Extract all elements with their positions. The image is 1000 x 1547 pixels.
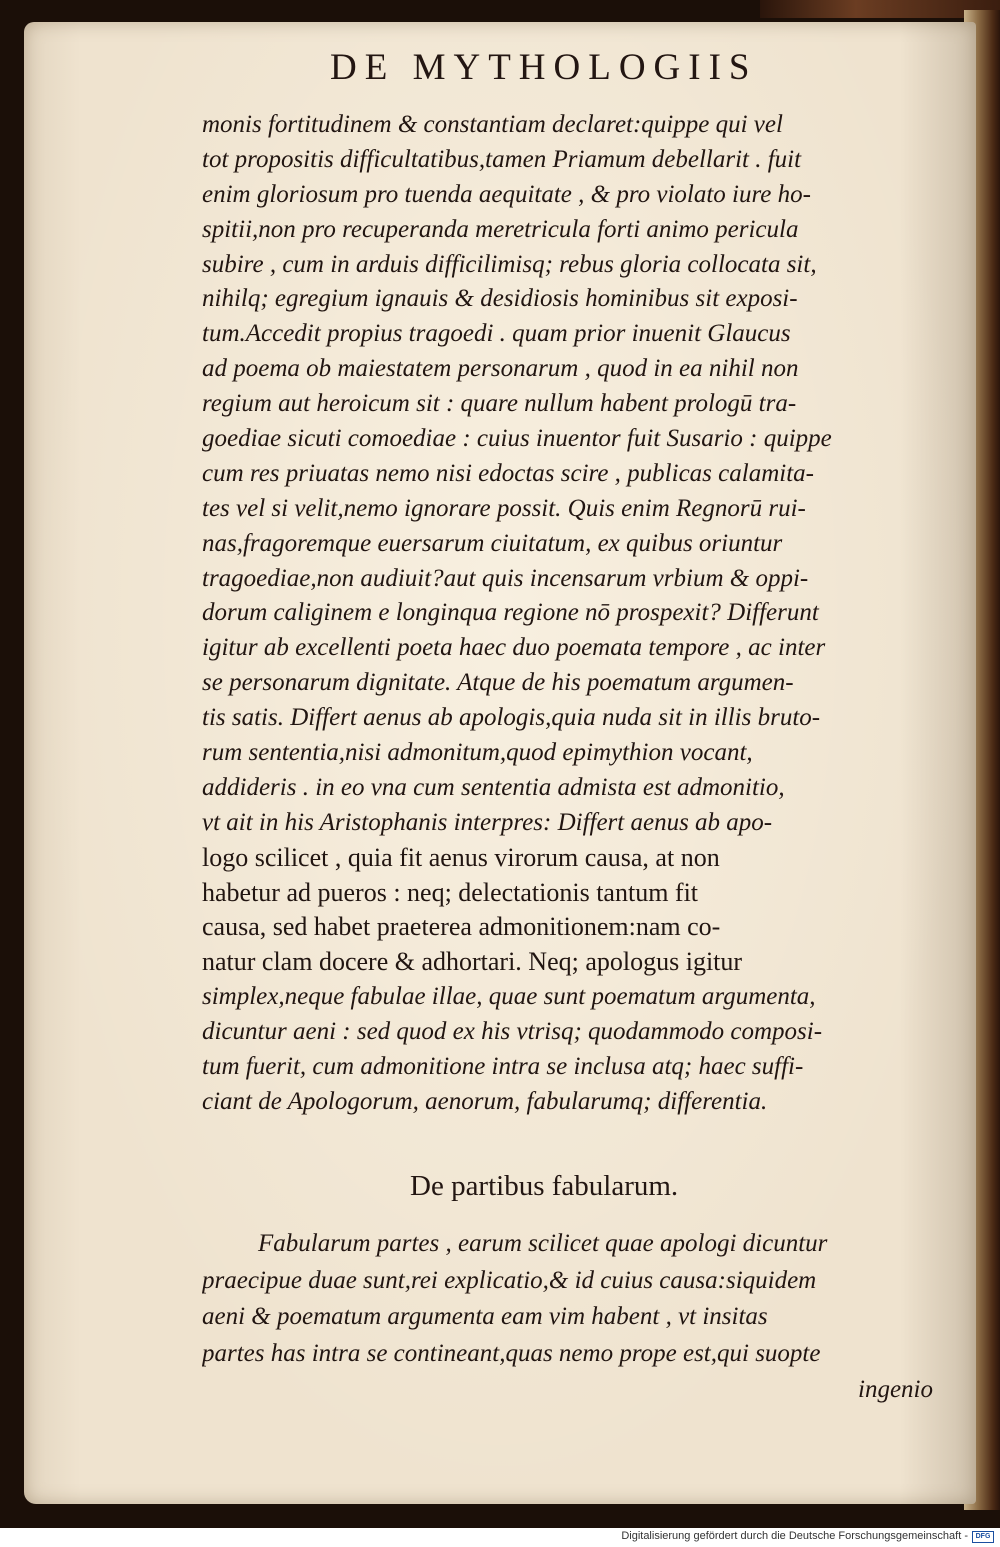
text-line: aeni & poematum argumenta eam vim habent , vt insitas bbox=[202, 1303, 768, 1330]
text-line: tes vel si velit,nemo ignorare possit. Quis enim Regnorū rui- bbox=[202, 494, 806, 522]
text-line: subire , cum in arduis difficilimisq; rebus gloria collocata sit, bbox=[202, 250, 817, 278]
text-line: regium aut heroicum sit : quare nullum habent prologū tra- bbox=[202, 390, 797, 418]
text-line: tot propositis difficultatibus,tamen Priamum debellarit . fuit bbox=[202, 145, 802, 173]
text-line: rum sententia,nisi admonitum,quod epimythion vocant, bbox=[202, 739, 753, 767]
text-line: causa, sed habet praeterea admonitionem:nam co- bbox=[202, 912, 721, 942]
text-line: spitii,non pro recuperanda meretricula forti animo pericula bbox=[202, 215, 799, 243]
text-line: nihilq; egregium ignauis & desidiosis hominibus sit exposi- bbox=[202, 285, 798, 313]
text-line: habetur ad pueros : neq; delectationis tantum fit bbox=[202, 877, 699, 907]
text-line: goediae sicuti comoediae : cuius inuentor fuit Susario : quippe bbox=[202, 425, 832, 453]
text-line: simplex,neque fabulae illae, quae sunt poematum argumenta, bbox=[202, 983, 816, 1011]
text-line: logo scilicet , quia fit aenus virorum causa, at non bbox=[202, 842, 720, 872]
text-line: se personarum dignitate. Atque de his poematum argumen- bbox=[202, 669, 794, 697]
text-line: nas,fragoremque euersarum ciuitatum, ex quibus oriuntur bbox=[202, 529, 783, 557]
footer-bar bbox=[0, 1528, 1000, 1547]
section-heading: De partibus fabularum. bbox=[410, 1170, 679, 1202]
body-text bbox=[202, 108, 937, 1120]
text-line: ad poema ob maiestatem personarum , quod in ea nihil non bbox=[202, 355, 799, 383]
text-line: Fabularum partes , earum scilicet quae apologi dicuntur bbox=[258, 1230, 828, 1257]
text-line: cum res priuatas nemo nisi edoctas scire , publicas calamita- bbox=[202, 459, 814, 487]
section-text bbox=[202, 1226, 937, 1409]
text-line: vt ait in his Aristophanis interpres: Differt aenus ab apo- bbox=[202, 808, 773, 836]
text-line: natur clam docere & adhortari. Neq; apologus igitur bbox=[202, 947, 743, 977]
text-line: dorum caliginem e longinqua regione nō prospexit? Differunt bbox=[202, 599, 819, 627]
text-line: tis satis. Differt aenus ab apologis,quia nuda sit in illis bruto- bbox=[202, 704, 821, 732]
text-line: monis fortitudinem & constantiam declaret:quippe qui vel bbox=[202, 111, 783, 138]
text-line: praecipue duae sunt,rei explicatio,& id cuius causa:siquidem bbox=[202, 1266, 817, 1294]
text-line: partes has intra se contineant,quas nemo prope est,qui suopte bbox=[202, 1339, 821, 1367]
running-head: DE MYTHOLOGIIS bbox=[330, 47, 758, 88]
text-line: igitur ab excellenti poeta haec duo poemata tempore , ac inter bbox=[202, 634, 826, 662]
text-line: tragoediae,non audiuit?aut quis incensarum vrbium & oppi- bbox=[202, 564, 809, 592]
text-line: tum fuerit, cum admonitione intra se inclusa atq; haec suffi- bbox=[202, 1053, 804, 1081]
text-line: ciant de Apologorum, aenorum, fabularumq; differentia. bbox=[202, 1087, 768, 1115]
funding-credit: Digitalisierung gefördert durch die Deutsche Forschungsgemeinschaft - bbox=[621, 1530, 968, 1542]
text-line: enim gloriosum pro tuenda aequitate , & pro violato iure ho- bbox=[202, 180, 811, 208]
text-line: dicuntur aeni : sed quod ex his vtrisq; quodammodo composi- bbox=[202, 1018, 823, 1046]
text-line: tum.Accedit propius tragoedi . quam prior inuenit Glaucus bbox=[202, 320, 791, 348]
text-line: addideris . in eo vna cum sententia admista est admonitio, bbox=[202, 773, 785, 801]
dfg-logo-icon: DFG bbox=[972, 1531, 994, 1543]
catchword: ingenio bbox=[858, 1376, 933, 1403]
